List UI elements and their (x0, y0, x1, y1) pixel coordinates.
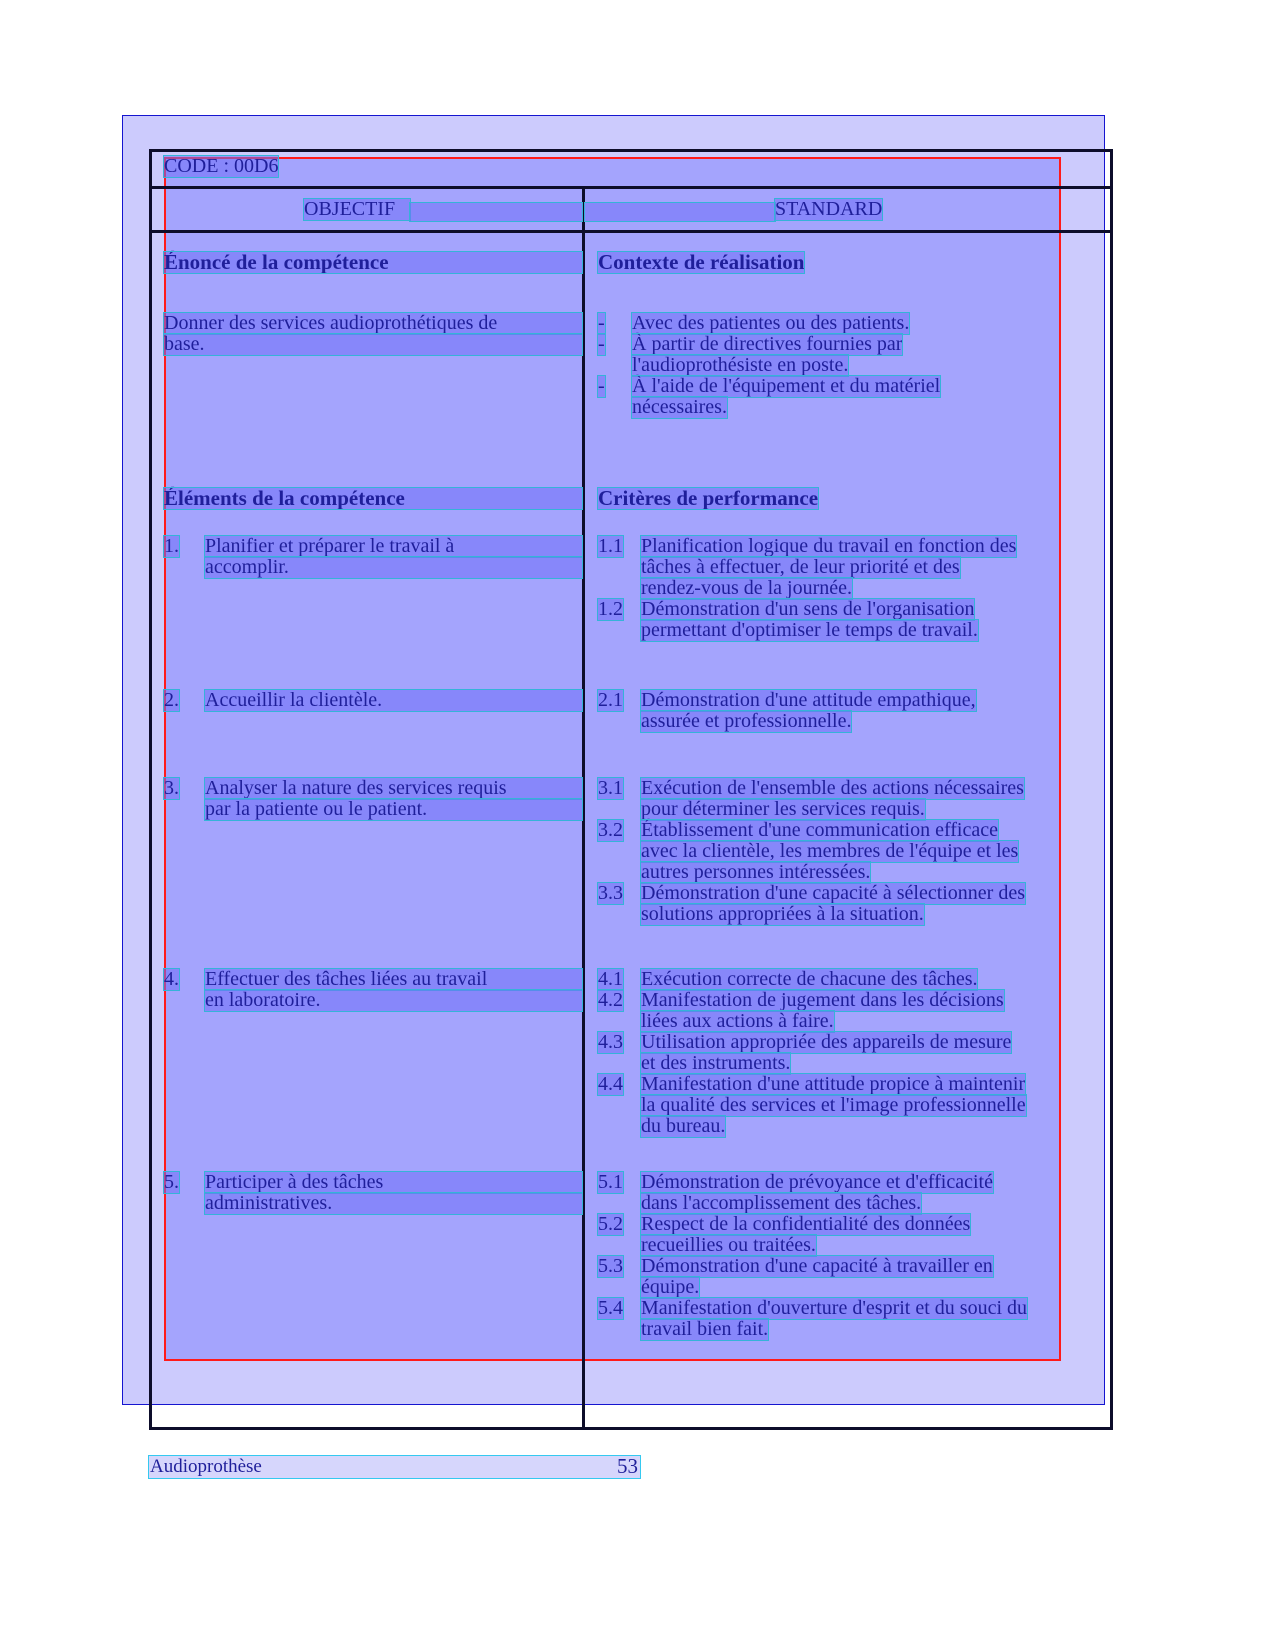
bullet: - (598, 312, 605, 334)
critere-number: 4.2 (598, 989, 623, 1011)
critere-number: 5.1 (598, 1171, 623, 1193)
element-number: 5. (164, 1171, 179, 1193)
header-objectif-extent (410, 203, 582, 221)
element-line: administratives. (205, 1193, 582, 1214)
critere-line: recueillies ou traitées. (641, 1234, 816, 1256)
element-number: 4. (164, 968, 179, 990)
critere-number: 3.3 (598, 882, 623, 904)
contexte-line: À partir de directives fournies par (632, 333, 903, 355)
element-line: en laboratoire. (205, 990, 582, 1011)
critere-number: 5.2 (598, 1213, 623, 1235)
critere-line: Démonstration de prévoyance et d'efficacité (641, 1171, 993, 1193)
enonce-line: base. (164, 334, 582, 355)
critere-line: Manifestation d'ouverture d'esprit et du souci du (641, 1297, 1028, 1319)
contexte-title: Contexte de réalisation (598, 250, 805, 274)
critere-line: autres personnes intéressées. (641, 861, 871, 883)
table-border-left (149, 149, 152, 1430)
critere-line: Démonstration d'une capacité à travailler en (641, 1255, 993, 1277)
critere-line: liées aux actions à faire. (641, 1010, 834, 1032)
table-divider-column (582, 186, 585, 1430)
contexte-line: l'audioprothésiste en poste. (632, 354, 849, 376)
table-divider-header (149, 230, 1113, 233)
footer-title: Audioprothèse (150, 1456, 262, 1477)
table-border-bottom (149, 1427, 1113, 1430)
critere-number: 4.3 (598, 1031, 623, 1053)
critere-line: équipe. (641, 1276, 700, 1298)
critere-line: Exécution correcte de chacune des tâches. (641, 968, 978, 990)
element-number: 3. (164, 777, 179, 799)
element-line: Effectuer des tâches liées au travail (205, 969, 582, 990)
table-divider-code (149, 186, 1113, 189)
element-number: 2. (164, 689, 179, 711)
header-standard: STANDARD (775, 198, 883, 220)
element-line: Analyser la nature des services requis (205, 778, 582, 799)
table-border-right (1110, 149, 1113, 1430)
element-line: par la patiente ou le patient. (205, 799, 582, 820)
critere-line: tâches à effectuer, de leur priorité et des (641, 556, 960, 578)
criteres-title: Critères de performance (598, 486, 819, 510)
element-line: accomplir. (205, 557, 582, 578)
critere-line: du bureau. (641, 1115, 726, 1137)
critere-line: Manifestation d'une attitude propice à maintenir (641, 1073, 1026, 1095)
critere-line: Manifestation de jugement dans les décisions (641, 989, 1004, 1011)
critere-number: 4.4 (598, 1073, 623, 1095)
critere-line: permettant d'optimiser le temps de travail. (641, 619, 978, 641)
critere-number: 1.1 (598, 535, 623, 557)
critere-line: Démonstration d'une capacité à sélectionner des (641, 882, 1026, 904)
element-line: Accueillir la clientèle. (205, 690, 582, 711)
critere-number: 2.1 (598, 689, 623, 711)
page-number: 53 (617, 1454, 638, 1478)
element-line: Participer à des tâches (205, 1172, 582, 1193)
critere-number: 1.2 (598, 598, 623, 620)
critere-line: rendez-vous de la journée. (641, 577, 853, 599)
enonce-title: Énoncé de la compétence (164, 252, 582, 273)
bullet: - (598, 333, 605, 355)
critere-line: Démonstration d'un sens de l'organisation (641, 598, 975, 620)
critere-line: Établissement d'une communication efficace (641, 819, 998, 841)
contexte-line: Avec des patientes ou des patients. (632, 312, 910, 334)
element-line: Planifier et préparer le travail à (205, 536, 582, 557)
critere-line: pour déterminer les services requis. (641, 798, 925, 820)
header-objectif: OBJECTIF (304, 199, 410, 220)
critere-line: Planification logique du travail en fonction des (641, 535, 1017, 557)
critere-line: travail bien fait. (641, 1318, 769, 1340)
critere-number: 3.2 (598, 819, 623, 841)
enonce-line: Donner des services audioprothétiques de (164, 313, 582, 334)
critere-line: Exécution de l'ensemble des actions nécessaires (641, 777, 1024, 799)
table-border-top (149, 149, 1113, 152)
critere-number: 5.4 (598, 1297, 623, 1319)
critere-number: 4.1 (598, 968, 623, 990)
critere-number: 5.3 (598, 1255, 623, 1277)
critere-line: Démonstration d'une attitude empathique, (641, 689, 976, 711)
contexte-line: À l'aide de l'équipement et du matériel (632, 375, 941, 397)
header-standard-extent (585, 203, 775, 221)
contexte-line: nécessaires. (632, 396, 727, 418)
critere-line: solutions appropriées à la situation. (641, 903, 924, 925)
code-label: CODE : 00D6 (164, 155, 279, 177)
critere-line: la qualité des services et l'image professionnelle (641, 1094, 1026, 1116)
critere-line: assurée et professionnelle. (641, 710, 852, 732)
bullet: - (598, 375, 605, 397)
critere-line: Utilisation appropriée des appareils de mesure (641, 1031, 1012, 1053)
elements-title: Éléments de la compétence (164, 488, 582, 509)
critere-line: dans l'accomplissement des tâches. (641, 1192, 922, 1214)
critere-line: et des instruments. (641, 1052, 791, 1074)
critere-line: avec la clientèle, les membres de l'équipe et les (641, 840, 1019, 862)
element-number: 1. (164, 535, 179, 557)
critere-number: 3.1 (598, 777, 623, 799)
critere-line: Respect de la confidentialité des données (641, 1213, 971, 1235)
